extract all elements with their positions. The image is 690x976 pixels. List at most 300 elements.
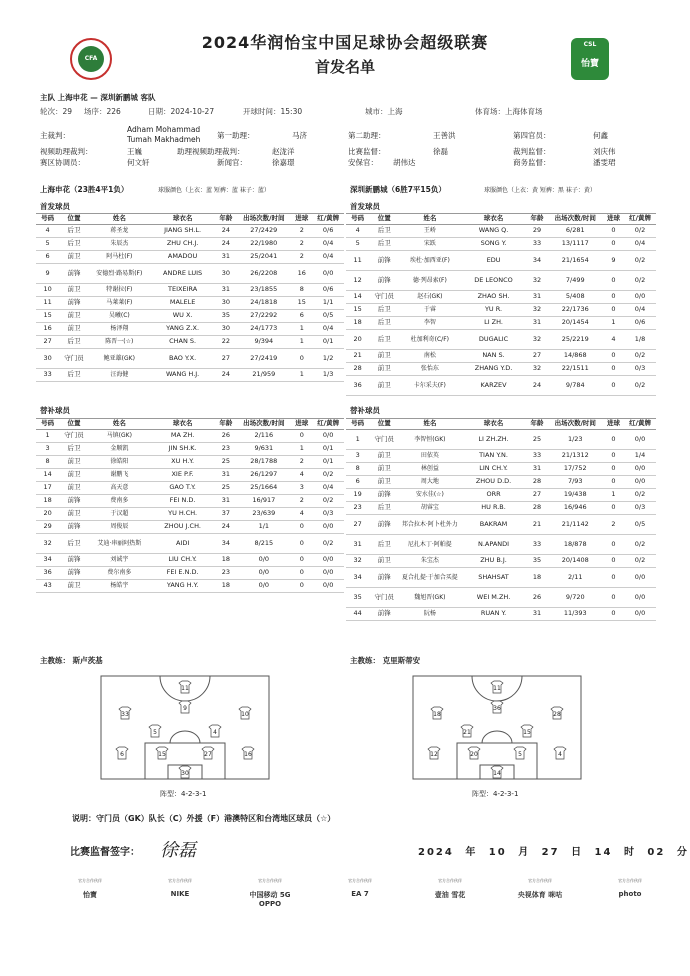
jersey-icon <box>551 707 563 719</box>
player-row <box>346 330 656 350</box>
jersey-number: 18 <box>433 711 441 718</box>
away-coach <box>350 655 420 666</box>
player-cell: 0/4 <box>312 251 344 264</box>
coach-name: 克里斯蒂安 <box>382 656 421 665</box>
player-cell: 0 <box>603 588 624 608</box>
player-cell: 1 <box>291 369 312 382</box>
jersey-icon <box>491 681 503 693</box>
player-cell: 0/4 <box>624 304 656 317</box>
jersey-icon <box>554 747 566 759</box>
player-cell: 30 <box>215 264 236 284</box>
player-cell: 18 <box>346 317 369 330</box>
player-cell: 4 <box>603 330 624 350</box>
jersey-number: 33 <box>121 711 129 718</box>
player-cell: 安水佳(☆) <box>399 489 461 502</box>
player-cell: 谢鹏飞 <box>89 469 150 482</box>
jersey-number: 16 <box>244 751 252 758</box>
player-cell: CHAN S. <box>150 336 215 349</box>
player-cell: 前卫 <box>369 350 399 363</box>
player-cell: 0/2 <box>624 555 656 568</box>
player-cell: EDU <box>461 251 527 271</box>
player-cell: 16 <box>291 264 312 284</box>
player-cell: 27 <box>346 515 369 535</box>
column-header: 年龄 <box>215 419 236 430</box>
jersey-icon <box>209 725 221 737</box>
player-cell: 前卫 <box>59 323 89 336</box>
sponsor-caption: 官方合作伙伴 <box>258 878 282 883</box>
sponsor-name: EA 7 <box>351 890 369 898</box>
jersey-number: 5 <box>518 751 522 758</box>
player-cell: 2 <box>603 515 624 535</box>
signature-date: 2024 年 10 月 27 日 14 时 02 分 <box>418 847 689 858</box>
player-cell: 43 <box>36 580 59 593</box>
player-cell: 前卫 <box>369 450 399 463</box>
player-cell: 20/1408 <box>548 555 603 568</box>
player-cell: 15 <box>36 310 59 323</box>
player-cell: 朱辰杰 <box>89 238 150 251</box>
player-cell: 0/4 <box>312 482 344 495</box>
player-cell: 前锋 <box>369 489 399 502</box>
home-subs-table <box>36 418 344 593</box>
player-cell: 31 <box>526 317 547 330</box>
jersey-icon <box>491 766 503 778</box>
player-cell: 21/1142 <box>548 515 603 535</box>
player-cell: 0 <box>291 521 312 534</box>
player-cell: 27 <box>36 336 59 349</box>
player-row <box>36 369 344 382</box>
player-cell: 31 <box>215 284 236 297</box>
official-label: 比赛监督： <box>348 147 386 156</box>
player-cell: WANG H.J. <box>150 369 215 382</box>
table-header-row <box>36 419 344 430</box>
player-row <box>346 363 656 376</box>
player-row <box>36 508 344 521</box>
home-coach <box>40 655 103 666</box>
player-cell: 前卫 <box>59 482 89 495</box>
player-cell: 后卫 <box>369 304 399 317</box>
column-header: 红/黄牌 <box>624 214 656 225</box>
player-cell: 0/2 <box>312 534 344 554</box>
player-cell: 杨泽翔 <box>89 323 150 336</box>
jersey-icon <box>242 747 254 759</box>
player-cell: 23 <box>215 567 236 580</box>
player-cell: 1/3 <box>312 369 344 382</box>
player-cell: 安德烈·路易斯(F) <box>89 264 150 284</box>
sponsor-caption: 官方合作伙伴 <box>528 878 552 883</box>
player-row <box>36 521 344 534</box>
player-row <box>346 568 656 588</box>
jersey-number: 15 <box>523 729 531 736</box>
cfa-logo-text: CFA <box>78 46 104 72</box>
player-row <box>346 608 656 621</box>
player-cell: 4 <box>291 508 312 521</box>
player-cell: 12 <box>346 271 369 291</box>
player-cell: 后卫 <box>369 317 399 330</box>
player-cell: 28 <box>526 502 547 515</box>
column-header: 位置 <box>59 214 89 225</box>
player-cell: 0 <box>291 567 312 580</box>
teams-line: 主队 上海申花 — 深圳新鹏城 客队 <box>40 93 156 102</box>
player-cell: YU R. <box>461 304 527 317</box>
player-cell: 27 <box>526 350 547 363</box>
player-cell: 0/2 <box>624 225 656 238</box>
column-header: 号码 <box>36 419 59 430</box>
player-cell: 14 <box>346 291 369 304</box>
player-cell: 29 <box>526 225 547 238</box>
player-cell: 0 <box>603 608 624 621</box>
officials-row <box>40 146 660 157</box>
player-cell: 1/4 <box>624 450 656 463</box>
player-cell: 0/2 <box>624 271 656 291</box>
player-cell: 1 <box>291 336 312 349</box>
player-cell: 于汉超 <box>89 508 150 521</box>
jersey-icon <box>179 681 191 693</box>
player-cell: 9 <box>603 251 624 271</box>
home-subs-label: 替补球员 <box>40 406 70 415</box>
player-cell: 24/1773 <box>236 323 291 336</box>
player-cell: 后卫 <box>59 369 89 382</box>
player-cell: 23 <box>215 443 236 456</box>
column-header: 球衣名 <box>150 214 215 225</box>
player-cell: 31 <box>526 608 547 621</box>
player-cell: 32 <box>346 555 369 568</box>
sponsor-name: NIKE <box>170 890 190 898</box>
table-header-row <box>36 214 344 225</box>
player-cell: 0/0 <box>624 430 656 450</box>
officials-grid <box>40 124 660 168</box>
jersey-icon <box>156 747 168 759</box>
player-cell: ORR <box>461 489 527 502</box>
player-cell: 0/0 <box>624 291 656 304</box>
sponsor-logo <box>240 878 300 908</box>
page-title: 2024华润怡宝中国足球协会超级联赛 <box>201 33 489 52</box>
player-cell: 1 <box>346 430 369 450</box>
round-label: 轮次： <box>40 107 63 116</box>
official-value: 王善洪 <box>433 130 456 140</box>
player-cell: 0/0 <box>624 476 656 489</box>
player-cell: 11 <box>36 297 59 310</box>
official-value: 胡伟达 <box>393 158 416 167</box>
player-cell: 17 <box>36 482 59 495</box>
player-cell: 前锋 <box>59 521 89 534</box>
player-row <box>36 238 344 251</box>
player-row <box>36 567 344 580</box>
jersey-number: 11 <box>493 685 501 692</box>
player-cell: 前卫 <box>59 469 89 482</box>
player-cell: 前锋 <box>369 271 399 291</box>
sponsor-name: 央视体育 咪咕 <box>517 891 563 899</box>
player-cell: 邦合拉木·阿卜杜外力 <box>399 515 461 535</box>
player-cell: 10 <box>36 284 59 297</box>
player-cell: 0/5 <box>312 310 344 323</box>
player-cell: 5 <box>346 238 369 251</box>
player-cell: 32 <box>526 330 547 350</box>
player-cell: LIN CH.Y. <box>461 463 527 476</box>
player-cell: 35 <box>526 555 547 568</box>
player-cell: 32 <box>526 271 547 291</box>
player-cell: 9 <box>36 264 59 284</box>
official-value: 马济 <box>292 130 307 140</box>
player-cell: 2 <box>291 225 312 238</box>
player-cell: 0 <box>603 238 624 251</box>
column-header: 出场次数/时间 <box>236 419 291 430</box>
player-cell: 前锋 <box>369 515 399 535</box>
player-cell: 0/0 <box>312 430 344 443</box>
jersey-icon <box>149 725 161 737</box>
player-cell: 0/4 <box>624 238 656 251</box>
player-cell: TIAN Y.N. <box>461 450 527 463</box>
player-cell: 22/1980 <box>236 238 291 251</box>
jersey-icon <box>514 747 526 759</box>
player-row <box>36 534 344 554</box>
jersey-number: 4 <box>213 729 217 736</box>
player-cell: XU H.Y. <box>150 456 215 469</box>
sponsor-name: 中国移动 5G OPPO <box>249 891 291 908</box>
column-header: 姓名 <box>89 214 150 225</box>
player-cell: 2 <box>291 251 312 264</box>
player-cell: 2/116 <box>236 430 291 443</box>
player-cell: 8 <box>346 463 369 476</box>
player-cell: 0/0 <box>236 580 291 593</box>
player-row <box>346 588 656 608</box>
official-label: 安保官： <box>348 158 378 167</box>
player-cell: 守门员 <box>369 588 399 608</box>
player-cell: 前卫 <box>369 555 399 568</box>
player-cell: 0 <box>603 535 624 555</box>
player-cell: 0/2 <box>312 469 344 482</box>
player-cell: 27 <box>215 349 236 369</box>
player-cell: 34 <box>526 251 547 271</box>
player-cell: 25 <box>215 482 236 495</box>
home-starting-label: 首发球员 <box>40 202 70 211</box>
player-cell: WU X. <box>150 310 215 323</box>
player-cell: 马镇(GK) <box>89 430 150 443</box>
sponsor-caption: 官方合作伙伴 <box>78 878 102 883</box>
player-cell: 8 <box>36 456 59 469</box>
player-cell: 31 <box>215 251 236 264</box>
player-cell: 21 <box>346 350 369 363</box>
official-value: 徐磊 <box>433 147 448 156</box>
official-value: 赵泷洋 <box>272 147 295 156</box>
player-cell: 0/0 <box>312 567 344 580</box>
official-label: 助理视频助理裁判： <box>177 147 245 156</box>
jersey-icon <box>428 747 440 759</box>
player-cell: 马莱莱(F) <box>89 297 150 310</box>
player-cell: WEI M.ZH. <box>461 588 527 608</box>
player-cell: 0 <box>603 430 624 450</box>
player-cell: 前锋 <box>59 554 89 567</box>
player-cell: 前锋 <box>59 297 89 310</box>
player-cell: 18 <box>526 568 547 588</box>
player-cell: 9/631 <box>236 443 291 456</box>
player-row <box>346 225 656 238</box>
player-cell: 5 <box>36 238 59 251</box>
player-cell: 13/1117 <box>548 238 603 251</box>
player-cell: 33 <box>526 450 547 463</box>
player-cell: 1 <box>603 317 624 330</box>
home-starting-table <box>36 213 344 382</box>
player-cell: NAN S. <box>461 350 527 363</box>
player-cell: 20 <box>346 330 369 350</box>
official-label: 第一助理： <box>217 130 255 140</box>
player-cell: 18 <box>215 580 236 593</box>
player-cell: 0/2 <box>312 495 344 508</box>
column-header: 进球 <box>603 214 624 225</box>
jersey-icon <box>491 701 503 713</box>
player-row <box>36 456 344 469</box>
player-cell: 11 <box>346 251 369 271</box>
match-meta-row <box>40 106 660 117</box>
player-cell: 0/0 <box>624 588 656 608</box>
sponsor-logo <box>330 878 390 908</box>
player-row <box>36 349 344 369</box>
player-cell: 0/0 <box>624 463 656 476</box>
jersey-number: 27 <box>204 751 212 758</box>
player-row <box>36 580 344 593</box>
player-cell: 后卫 <box>59 534 89 554</box>
player-cell: YU H.CH. <box>150 508 215 521</box>
player-row <box>36 310 344 323</box>
player-cell: 27/2292 <box>236 310 291 323</box>
player-cell: 22 <box>215 336 236 349</box>
player-cell: 25/1664 <box>236 482 291 495</box>
table-header-row <box>346 419 656 430</box>
player-cell: AIDI <box>150 534 215 554</box>
player-cell: 0 <box>603 555 624 568</box>
player-cell: 16/917 <box>236 495 291 508</box>
player-cell: 后卫 <box>369 238 399 251</box>
legend-note: 说明：守门员（GK）队长（C）外援（F）港澳特区和台湾地区球员（☆） <box>72 814 336 823</box>
player-cell: 19/438 <box>548 489 603 502</box>
player-cell: 35 <box>215 310 236 323</box>
player-cell: 34 <box>215 534 236 554</box>
sponsor-logo <box>600 878 660 908</box>
player-row <box>346 317 656 330</box>
player-cell: 周俊辰 <box>89 521 150 534</box>
player-cell: 9/784 <box>548 376 603 396</box>
player-cell: 0/2 <box>624 535 656 555</box>
city-value: 上海 <box>387 107 403 116</box>
player-cell: 守门员 <box>369 430 399 450</box>
player-cell: 前卫 <box>59 580 89 593</box>
player-cell: 15 <box>291 297 312 310</box>
player-cell: 32 <box>526 363 547 376</box>
column-header: 号码 <box>346 419 369 430</box>
player-cell: 0/0 <box>236 567 291 580</box>
player-cell: 0/6 <box>312 284 344 297</box>
player-cell: 20 <box>36 508 59 521</box>
player-cell: ZHOU D.D. <box>461 476 527 489</box>
player-row <box>346 535 656 555</box>
player-cell: 前锋 <box>369 608 399 621</box>
player-cell: 4 <box>36 225 59 238</box>
column-header: 出场次数/时间 <box>548 214 603 225</box>
player-cell: 28 <box>526 476 547 489</box>
player-row <box>36 225 344 238</box>
player-cell: 高天意 <box>89 482 150 495</box>
player-cell: FEI E.N.D. <box>150 567 215 580</box>
jersey-icon <box>119 707 131 719</box>
player-cell: 守门员 <box>369 291 399 304</box>
player-cell: 21/1654 <box>548 251 603 271</box>
player-cell: 胡睿宝 <box>399 502 461 515</box>
home-formation-pitch <box>100 675 270 780</box>
player-cell: DUGALIC <box>461 330 527 350</box>
player-row <box>36 297 344 310</box>
csl-logo-top: CSL <box>583 41 597 48</box>
player-row <box>346 350 656 363</box>
player-cell: 0/3 <box>312 508 344 521</box>
player-row <box>346 502 656 515</box>
jersey-number: 4 <box>558 751 562 758</box>
player-cell: 0 <box>291 349 312 369</box>
player-cell: ZHANG Y.D. <box>461 363 527 376</box>
player-cell: 0/1 <box>312 443 344 456</box>
player-cell: 18 <box>36 495 59 508</box>
player-cell: 前卫 <box>59 284 89 297</box>
player-cell: 0/2 <box>624 376 656 396</box>
player-cell: 张怡东 <box>399 363 461 376</box>
player-cell: 艾迪·串丽阿热斯 <box>89 534 150 554</box>
player-cell: 0 <box>603 363 624 376</box>
official-value: Adham Mohammad Tumah Makhadmeh <box>127 125 201 144</box>
player-cell: 费尔南多 <box>89 567 150 580</box>
player-cell: 24 <box>215 238 236 251</box>
column-header: 姓名 <box>89 419 150 430</box>
player-cell: 8 <box>291 284 312 297</box>
official-label: 裁判监督： <box>513 147 551 156</box>
player-cell: 鲍亚雄(GK) <box>89 349 150 369</box>
player-cell: 0/3 <box>624 502 656 515</box>
player-cell: 27/2429 <box>236 225 291 238</box>
player-cell: 0/2 <box>624 251 656 271</box>
player-cell: 19 <box>346 489 369 502</box>
player-cell: 23/1855 <box>236 284 291 297</box>
player-cell: WANG Q. <box>461 225 527 238</box>
player-cell: 后卫 <box>59 336 89 349</box>
player-row <box>346 450 656 463</box>
player-cell: 1 <box>291 323 312 336</box>
column-header: 姓名 <box>399 419 461 430</box>
player-cell: 31 <box>526 291 547 304</box>
player-cell: 前卫 <box>59 310 89 323</box>
player-cell: 刘诚宇 <box>89 554 150 567</box>
player-cell: LI ZH.ZH. <box>461 430 527 450</box>
player-cell: 0 <box>603 304 624 317</box>
player-cell: 0 <box>603 450 624 463</box>
player-cell: 0/2 <box>624 489 656 502</box>
player-cell: 前卫 <box>369 463 399 476</box>
player-cell: 0/1 <box>312 456 344 469</box>
player-cell: 0/3 <box>624 363 656 376</box>
player-cell: 0/6 <box>624 317 656 330</box>
player-cell: 费南多 <box>89 495 150 508</box>
player-cell: 4 <box>291 469 312 482</box>
official-label: 新闻官： <box>217 158 247 167</box>
player-cell: 22/1511 <box>548 363 603 376</box>
player-cell: 吴曦(C) <box>89 310 150 323</box>
column-header: 球衣名 <box>150 419 215 430</box>
jersey-number: 12 <box>430 751 438 758</box>
column-header: 号码 <box>36 214 59 225</box>
player-cell: ZHAO SH. <box>461 291 527 304</box>
jersey-icon <box>468 747 480 759</box>
player-cell: 26 <box>526 588 547 608</box>
player-cell: 18 <box>215 554 236 567</box>
player-cell: 37 <box>215 508 236 521</box>
player-cell: 0 <box>603 502 624 515</box>
sponsor-name: photo <box>618 890 642 898</box>
